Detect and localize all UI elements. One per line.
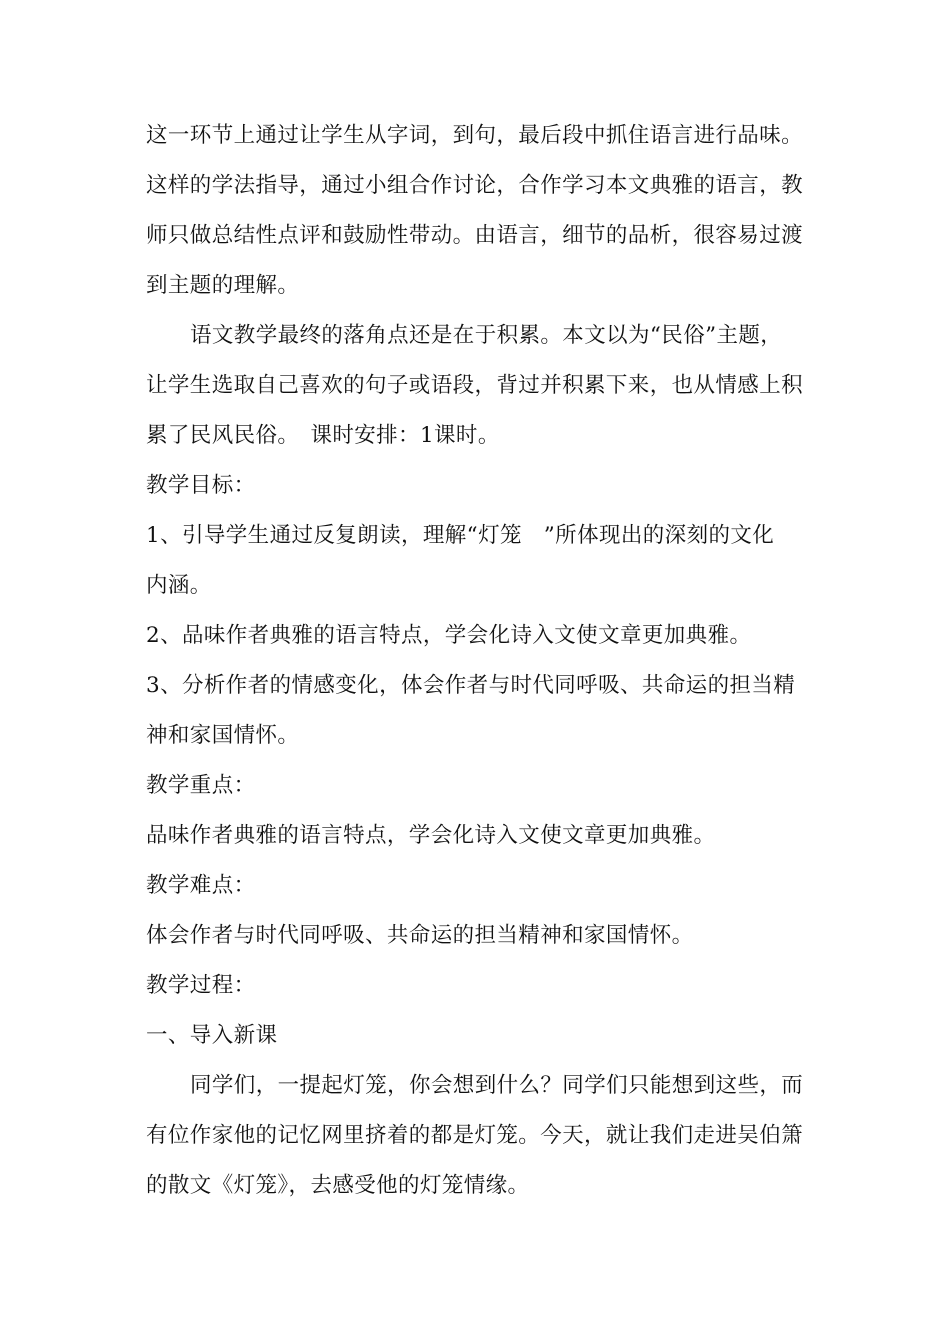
body-text-line: 有位作家他的记忆网里挤着的都是灯笼。今天，就让我们走进吴伯箫 [146,1123,804,1148]
objective-item: 内涵。 [146,573,212,598]
section-heading: 教学目标： [146,473,256,498]
body-text-line: 师只做总结性点评和鼓励性带动。由语言，细节的品析，很容易过渡 [146,223,804,248]
body-text-line: 的散文《灯笼》，去感受他的灯笼情缘。 [146,1173,530,1198]
body-text-line: 体会作者与时代同呼吸、共命运的担当精神和家国情怀。 [146,923,694,948]
subsection-heading: 一、导入新课 [146,1023,278,1048]
body-text-line: 语文教学最终的落角点还是在于积累。本文以为“民俗”主题， [190,323,783,348]
body-text-line: 同学们，一提起灯笼，你会想到什么？同学们只能想到这些，而 [190,1073,804,1098]
body-text-line: 这样的学法指导，通过小组合作讨论，合作学习本文典雅的语言，教 [146,173,804,198]
body-text-line: 这一环节上通过让学生从字词，到句，最后段中抓住语言进行品味。 [146,123,804,148]
objective-item: 神和家国情怀。 [146,723,300,748]
body-text-line: 品味作者典雅的语言特点，学会化诗入文使文章更加典雅。 [146,823,716,848]
section-heading: 教学重点： [146,773,256,798]
body-text-line: 累了民风民俗。 课时安排：1课时。 [146,423,500,448]
objective-item: 2、品味作者典雅的语言特点，学会化诗入文使文章更加典雅。 [146,623,752,648]
body-text-line: 让学生选取自己喜欢的句子或语段，背过并积累下来，也从情感上积 [146,373,804,398]
objective-item: 1、引导学生通过反复朗读，理解“灯笼 ”所体现出的深刻的文化 [146,523,775,548]
body-text-line: 到主题的理解。 [146,273,300,298]
section-heading: 教学过程： [146,973,256,998]
section-heading: 教学难点： [146,873,256,898]
objective-item: 3、分析作者的情感变化，体会作者与时代同呼吸、共命运的担当精 [146,673,796,698]
